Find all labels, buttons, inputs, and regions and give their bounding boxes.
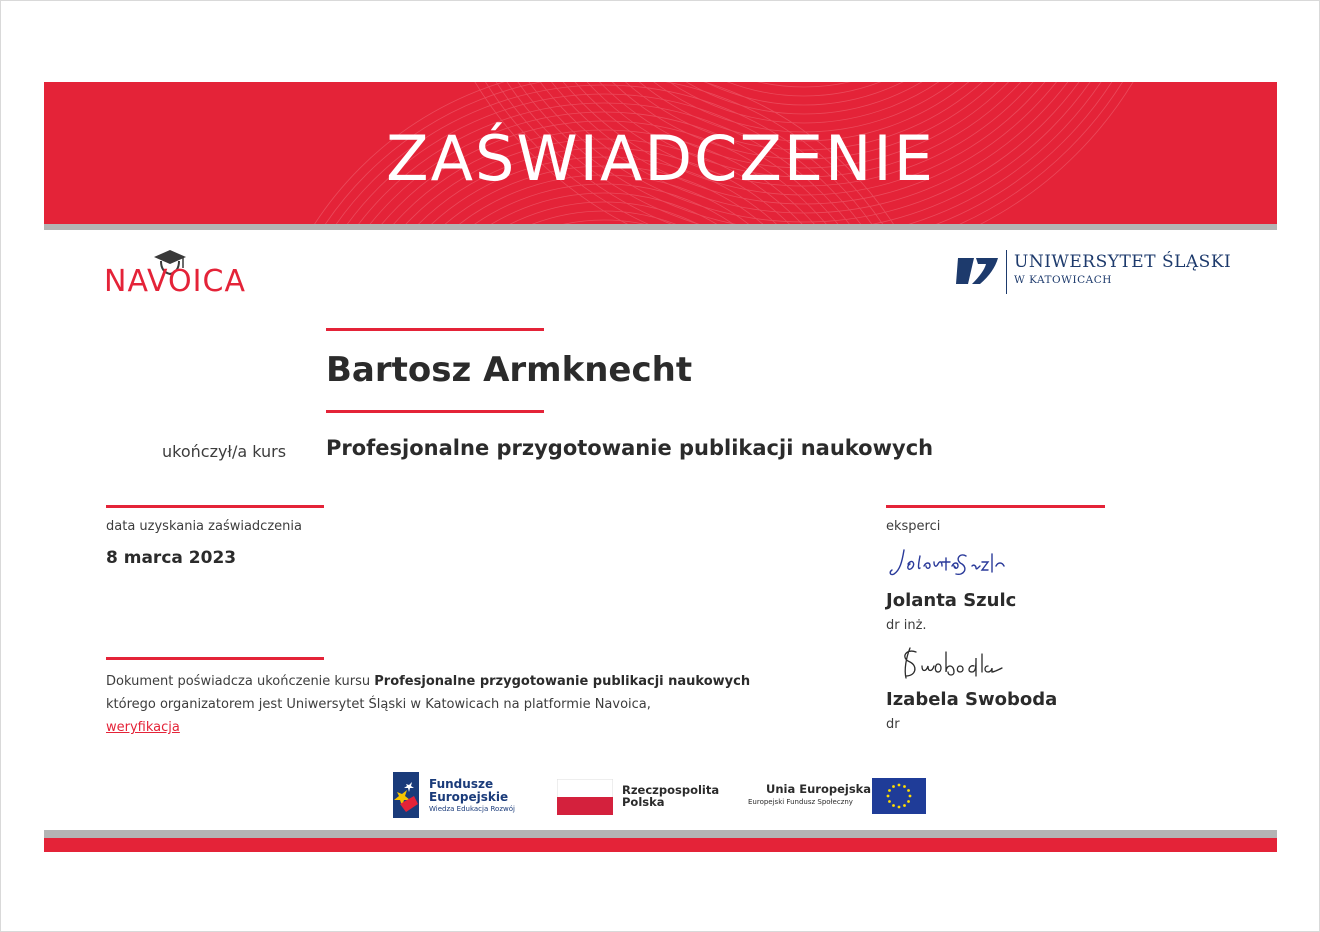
footer-gray-band [44,830,1277,838]
fe-name [429,778,508,804]
footer-red-band [44,838,1277,852]
document-divider [106,657,324,660]
header-gray-band [44,224,1277,230]
date-divider [106,505,324,508]
expert-title-1: dr inż. [886,618,927,633]
fe-line-2: Europejskie [429,790,509,804]
signature-izabela-swoboda [896,644,1026,684]
expert-name-2: Izabela Swoboda [886,689,1058,710]
completed-label: ukończył/a kurs [162,442,287,461]
rp-line-1: Rzeczpospolita [622,783,720,797]
document-line-2: którego organizatorem jest Uniwersytet Śląski w Katowicach na platformie Navoica, [106,697,651,712]
date-value: 8 marca 2023 [106,548,237,568]
document-line-1 [106,670,750,693]
name-top-divider [326,328,544,331]
fundusze-europejskie-icon [392,770,426,820]
footer-logos [392,770,932,820]
course-name: Profesjonalne przygotowanie publikacji naukowych [326,436,934,460]
signature-jolanta-szulc [886,544,1026,584]
university-name: UNIWERSYTET ŚLĄSKI [1014,252,1232,272]
experts-divider [886,505,1105,508]
fe-line-1: Fundusze [429,777,494,791]
university-emblem-icon [954,254,1000,290]
document-course-name: Profesjonalne przygotowanie publikacji naukowych [374,674,751,689]
university-subtitle: W KATOWICACH [1014,274,1112,286]
expert-title-2: dr [886,717,900,732]
polish-flag-icon [557,779,613,815]
rp-name [622,784,719,808]
ue-name: Unia Europejska [766,782,872,796]
ue-fund: Europejski Fundusz Społeczny [748,798,853,806]
navoica-wordmark: NAVOICA [104,264,246,299]
document-statement [106,670,750,739]
eu-flag-icon [872,778,926,814]
recipient-name: Bartosz Armknecht [326,350,693,390]
expert-name-1: Jolanta Szulc [886,590,1017,611]
rp-line-2: Polska [622,795,665,809]
university-logo-divider [1006,250,1007,294]
verification-link[interactable]: weryfikacja [106,720,180,735]
certificate-title: ZAŚWIADCZENIE [386,122,935,195]
name-bottom-divider [326,410,544,413]
experts-label: eksperci [886,519,941,534]
document-line-1-prefix: Dokument poświadcza ukończenie kursu [106,674,375,689]
date-label: data uzyskania zaświadczenia [106,519,302,534]
header-banner [44,82,1277,224]
university-logo [954,248,1232,296]
fe-tagline: Wiedza Edukacja Rozwój [429,805,515,813]
